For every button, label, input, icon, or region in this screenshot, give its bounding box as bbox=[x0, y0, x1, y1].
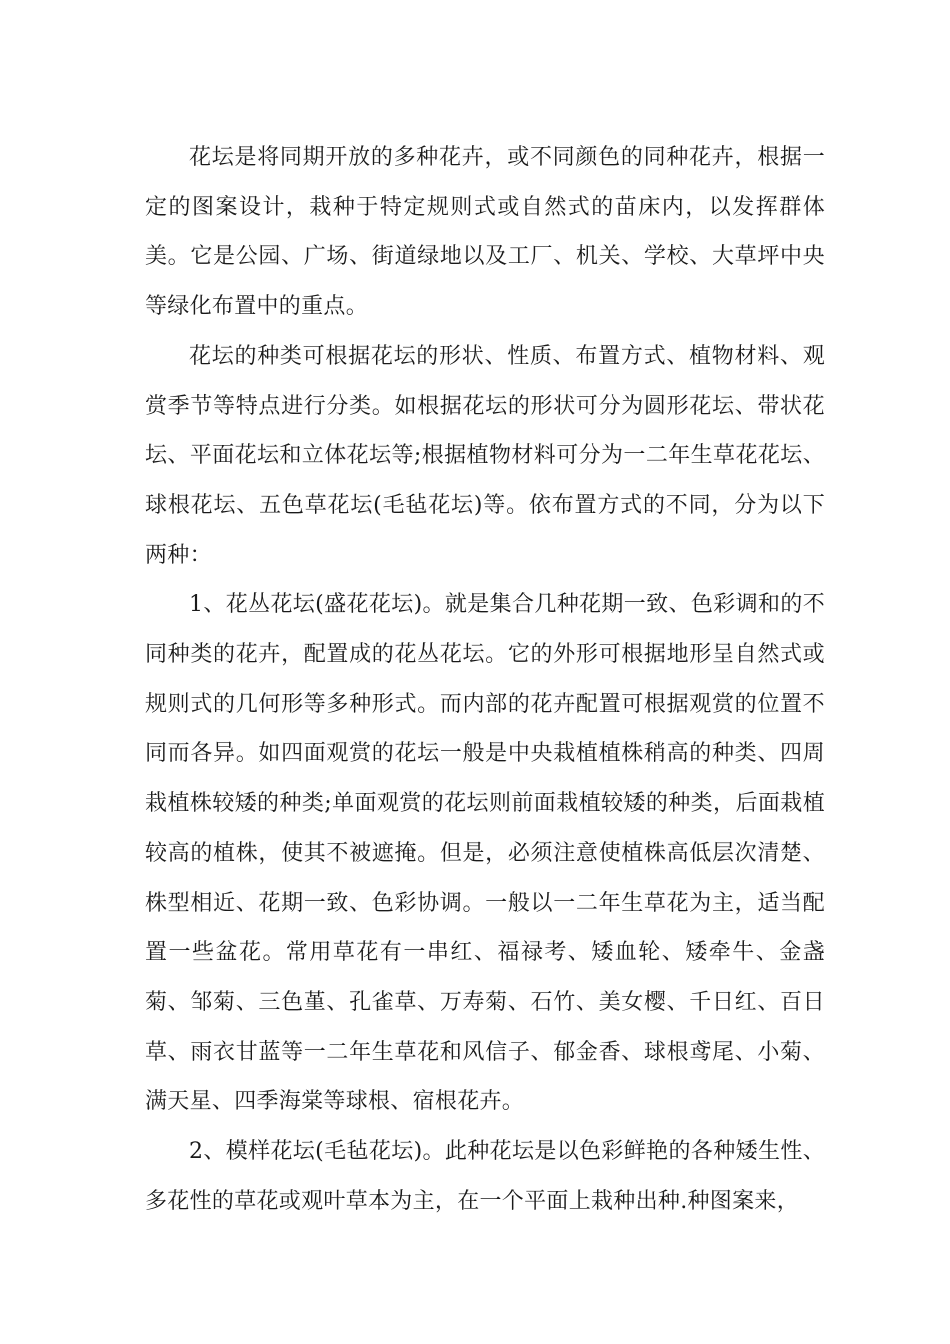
paragraph-classification: 花坛的种类可根据花坛的形状、性质、布置方式、植物材料、观赏季节等特点进行分类。如根据花坛的形状可分为圆形花坛、带状花坛、平面花坛和立体花坛等;根据植物材料可分为一二年生草花花坛、球根花坛、五色草花坛(毛毡花坛)等。依布置方式的不同，分为以下两种： bbox=[145, 343, 825, 568]
paragraph-intro: 花坛是将同期开放的多种花卉，或不同颜色的同种花卉，根据一定的图案设计，栽种于特定规则式或自然式的苗床内，以发挥群体美。它是公园、广场、街道绿地以及工厂、机关、学校、大草坪中央等绿化布置中的重点。 bbox=[145, 145, 825, 320]
paragraph-flower-bed-type-1: 1、花丛花坛(盛花花坛)。就是集合几种花期一致、色彩调和的不同种类的花卉，配置成的花丛花坛。它的外形可根据地形呈自然式或规则式的几何形等多种形式。而内部的花卉配置可根据观赏的位置不同而各异。如四面观赏的花坛一般是中央栽植植株稍高的种类、四周栽植株较矮的种类;单面观赏的花坛则前面栽植较矮的种类，后面栽植较高的植株，使其不被遮掩。但是，必须注意使植株高低层次清楚、株型相近、花期一致、色彩协调。一般以一二年生草花为主，适当配置一些盆花。常用草花有一串红、福禄考、矮血轮、矮牵牛、金盏菊、邹菊、三色堇、孔雀草、万寿菊、石竹、美女樱、千日红、百日草、雨衣甘蓝等一二年生草花和风信子、郁金香、球根鸢尾、小菊、满天星、四季海棠等球根、宿根花卉。 bbox=[145, 592, 825, 1115]
paragraph-flower-bed-type-2: 2、模样花坛(毛毡花坛)。此种花坛是以色彩鲜艳的各种矮生性、多花性的草花或观叶草本为主，在一个平面上栽种出种.种图案来， bbox=[145, 1139, 825, 1214]
document-body bbox=[145, 133, 825, 1226]
